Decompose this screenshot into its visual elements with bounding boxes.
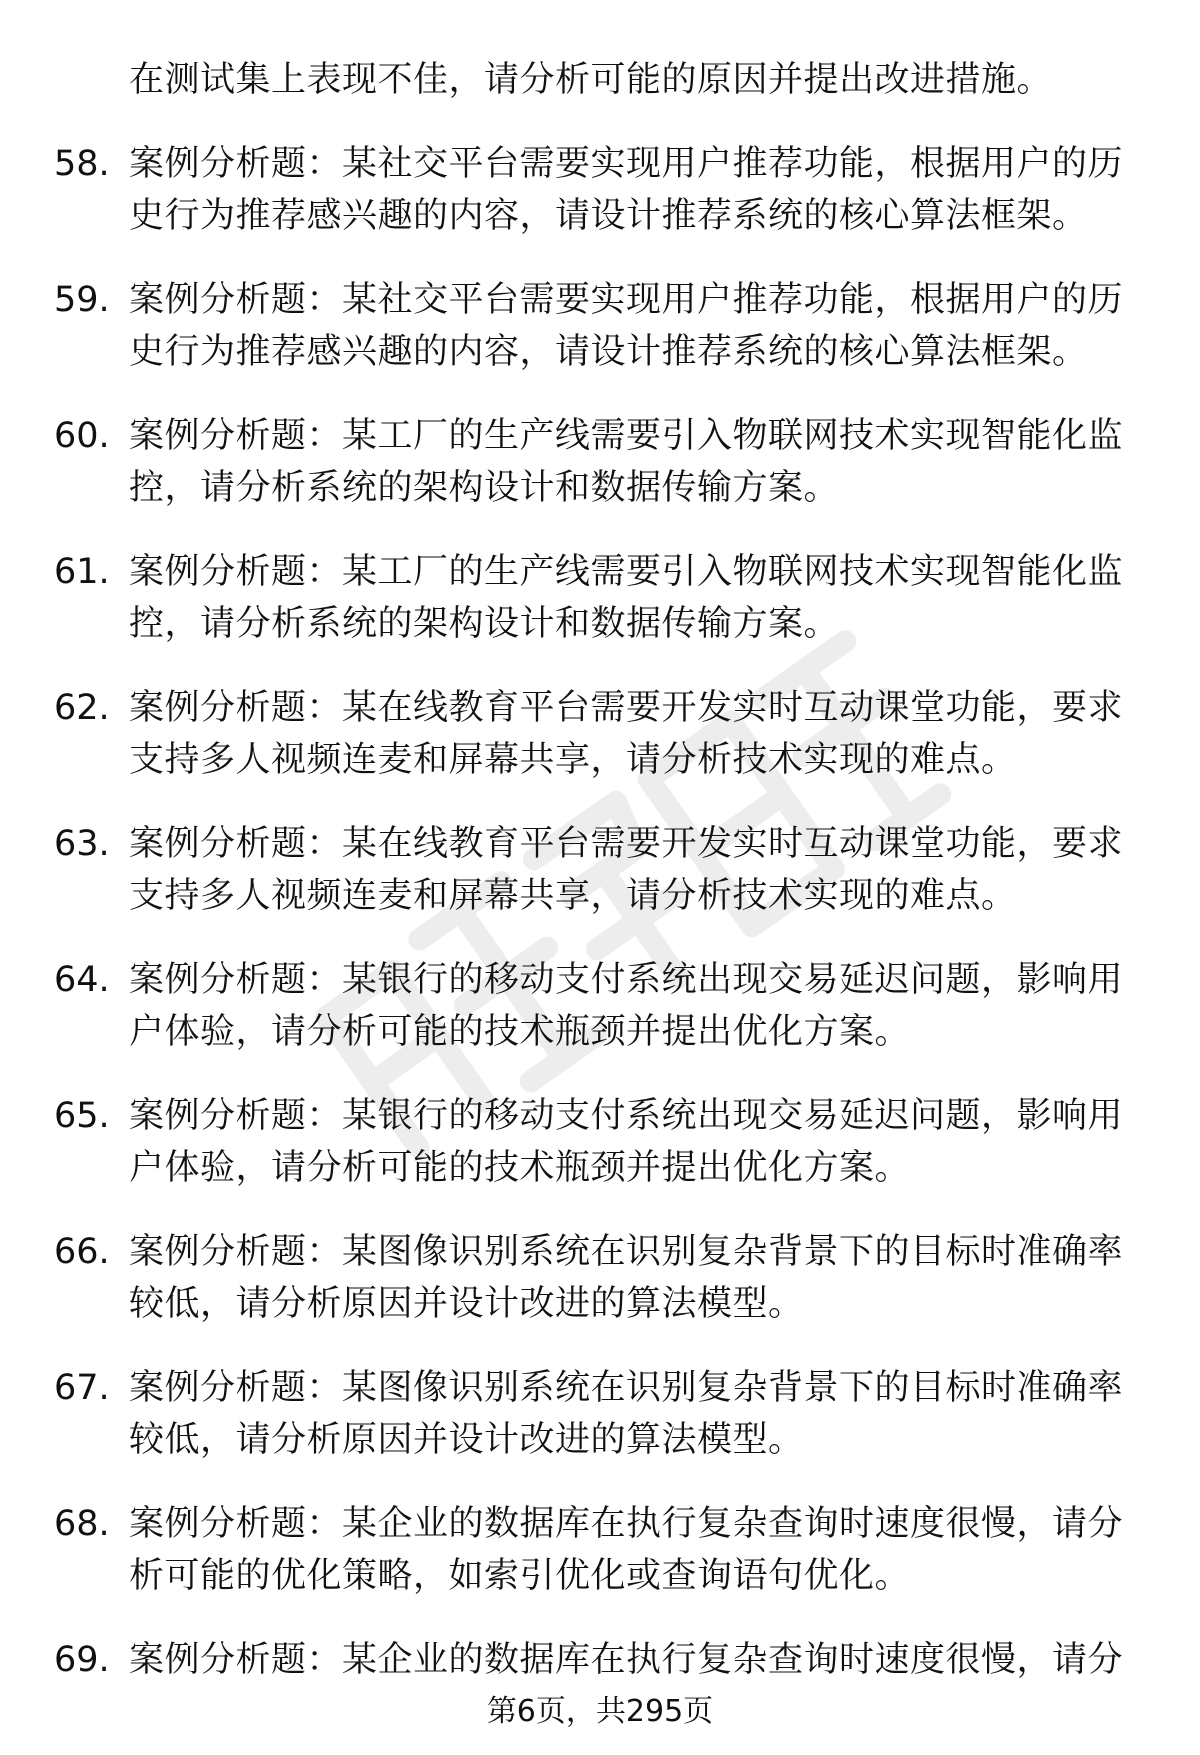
question-number: 68.: [54, 1504, 110, 1544]
question-item: [54, 818, 1124, 922]
question-text: [129, 410, 1123, 514]
question-line: 史行为推荐感兴趣的内容，请设计推荐系统的核心算法框架。: [129, 196, 1088, 236]
question-text: [129, 818, 1123, 922]
question-line: 案例分析题：某社交平台需要实现用户推荐功能，根据用户的历: [129, 280, 1124, 320]
question-item: [54, 410, 1124, 514]
page-number-footer: 第6页，共295页: [486, 1694, 714, 1729]
question-line: 案例分析题：某工厂的生产线需要引入物联网技术实现智能化监: [129, 416, 1124, 456]
question-item: [54, 682, 1124, 786]
question-line: 案例分析题：某图像识别系统在识别复杂背景下的目标时准确率: [129, 1232, 1124, 1272]
question-number: 61.: [54, 552, 110, 592]
question-item: [54, 274, 1124, 378]
question-line: 户体验，请分析可能的技术瓶颈并提出优化方案。: [129, 1012, 911, 1052]
question-number: 65.: [54, 1096, 110, 1136]
question-line: 案例分析题：某企业的数据库在执行复杂查询时速度很慢，请分: [129, 1504, 1124, 1544]
question-text: [129, 1634, 1123, 1686]
question-item: [54, 546, 1124, 650]
question-line: 控，请分析系统的架构设计和数据传输方案。: [129, 604, 840, 644]
question-number: 58.: [54, 144, 110, 184]
question-line: 案例分析题：某企业的数据库在执行复杂查询时速度很慢，请分: [129, 1640, 1124, 1680]
question-item: [54, 1362, 1124, 1466]
question-line: 控，请分析系统的架构设计和数据传输方案。: [129, 468, 840, 508]
question-line: 案例分析题：某在线教育平台需要开发实时互动课堂功能，要求: [129, 824, 1124, 864]
question-item: [54, 1634, 1124, 1686]
question-text: [129, 1362, 1123, 1466]
continuation-line: 在测试集上表现不佳，请分析可能的原因并提出改进措施。: [129, 60, 1053, 100]
question-number: 63.: [54, 824, 110, 864]
question-item: [54, 954, 1124, 1058]
question-number: 62.: [54, 688, 110, 728]
question-number: 59.: [54, 280, 110, 320]
question-line: 析可能的优化策略，如索引优化或查询语句优化。: [129, 1556, 911, 1596]
question-line: 案例分析题：某银行的移动支付系统出现交易延迟问题，影响用: [129, 1096, 1124, 1136]
question-text: [129, 1498, 1123, 1602]
question-line: 案例分析题：某在线教育平台需要开发实时互动课堂功能，要求: [129, 688, 1124, 728]
question-line: 案例分析题：某社交平台需要实现用户推荐功能，根据用户的历: [129, 144, 1124, 184]
question-text: [129, 1090, 1123, 1194]
question-line: 较低，请分析原因并设计改进的算法模型。: [129, 1284, 804, 1324]
question-number: 64.: [54, 960, 110, 1000]
question-text: [129, 138, 1123, 242]
question-number: 67.: [54, 1368, 110, 1408]
question-line: 史行为推荐感兴趣的内容，请设计推荐系统的核心算法框架。: [129, 332, 1088, 372]
question-item: [54, 1226, 1124, 1330]
question-line: 案例分析题：某工厂的生产线需要引入物联网技术实现智能化监: [129, 552, 1124, 592]
question-item: [54, 1090, 1124, 1194]
question-number: 69.: [54, 1640, 110, 1680]
question-line: 支持多人视频连麦和屏幕共享，请分析技术实现的难点。: [129, 740, 1017, 780]
question-text: [129, 1226, 1123, 1330]
question-line: 案例分析题：某图像识别系统在识别复杂背景下的目标时准确率: [129, 1368, 1124, 1408]
question-text: [129, 546, 1123, 650]
question-text: [129, 682, 1123, 786]
question-line: 支持多人视频连麦和屏幕共享，请分析技术实现的难点。: [129, 876, 1017, 916]
question-text: [129, 274, 1123, 378]
question-line: 户体验，请分析可能的技术瓶颈并提出优化方案。: [129, 1148, 911, 1188]
question-item: [54, 1498, 1124, 1602]
question-text: [129, 954, 1123, 1058]
question-number: 60.: [54, 416, 110, 456]
question-item: [54, 138, 1124, 242]
question-line: 案例分析题：某银行的移动支付系统出现交易延迟问题，影响用: [129, 960, 1124, 1000]
question-list: [0, 54, 1124, 1686]
question-number: 66.: [54, 1232, 110, 1272]
question-line: 较低，请分析原因并设计改进的算法模型。: [129, 1420, 804, 1460]
